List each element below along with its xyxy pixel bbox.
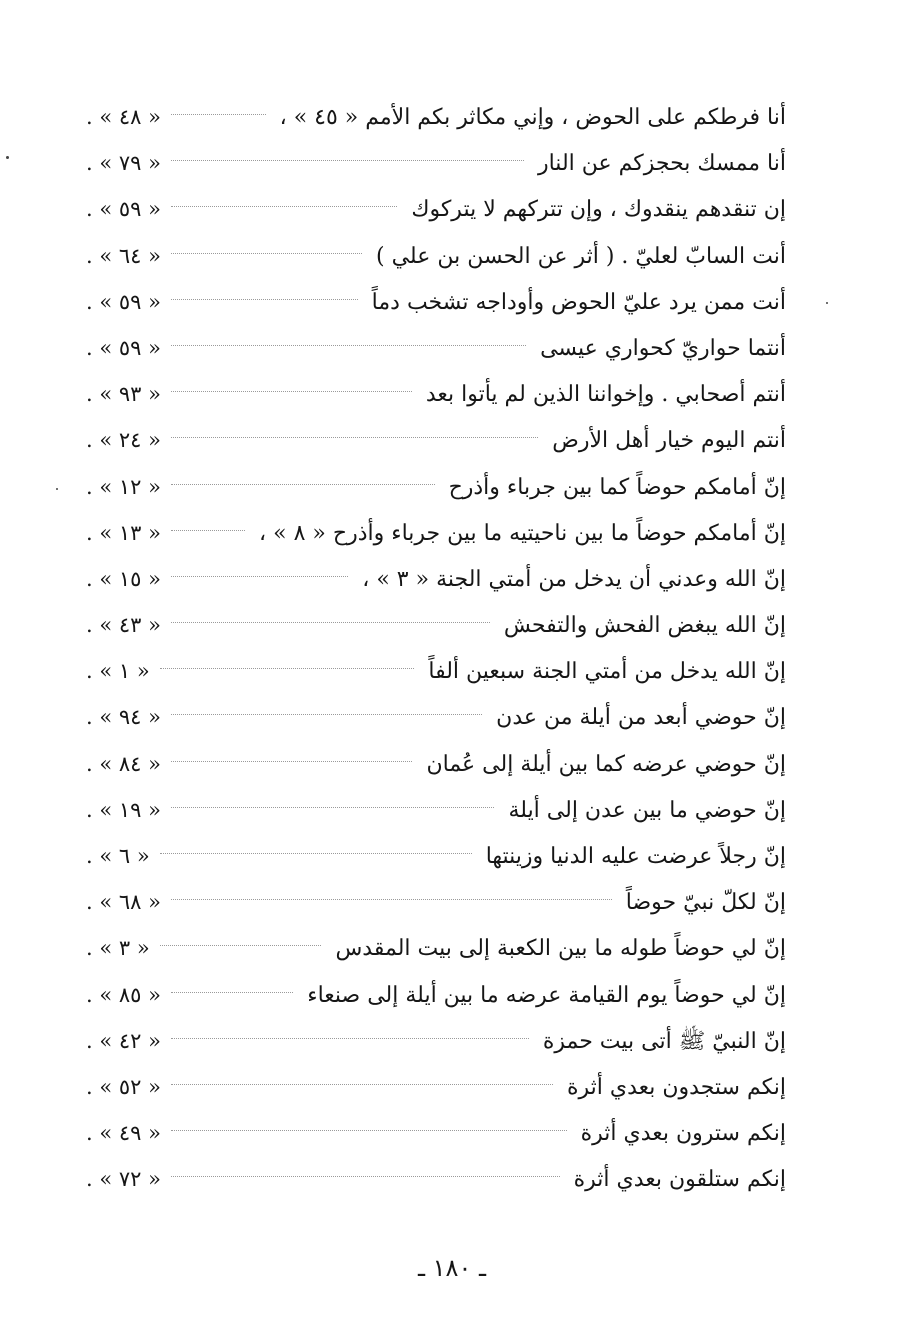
hadith-text: أنتما حواريّ كحواري عيسى: [540, 335, 786, 361]
page-reference: « ٦٨ » .: [86, 890, 161, 915]
dot-leader: [171, 714, 482, 715]
hadith-text: إنّ حوضي عرضه كما بين أيلة إلى عُمان: [426, 751, 786, 777]
dot-leader: [171, 345, 526, 346]
dot-leader: [171, 1084, 553, 1085]
hadith-text: أنت السابّ لعليّ . ( أثر عن الحسن بن علي ): [376, 243, 786, 269]
hadith-text: إنّ لي حوضاً طوله ما بين الكعبة إلى بيت المقدس: [335, 936, 786, 962]
hadith-text: إنّ لكلّ نبيّ حوضاً: [625, 890, 786, 916]
dot-leader: [171, 484, 435, 485]
index-row: [86, 556, 786, 602]
page-reference: « ٢٤ » .: [86, 428, 161, 453]
index-row: [86, 833, 786, 879]
hadith-text: إنّ أمامكم حوضاً كما بين جرباء وأذرح: [448, 474, 786, 500]
dot-leader: [171, 391, 412, 392]
index-row: [86, 464, 786, 510]
hadith-text: إنكم سترون بعدي أثرة: [580, 1121, 786, 1147]
index-row: [86, 1064, 786, 1110]
page-reference: « ٤٩ » .: [86, 1121, 161, 1146]
page-reference: « ١٢ » .: [86, 474, 161, 499]
dot-leader: [160, 945, 322, 946]
index-row: [86, 417, 786, 463]
hadith-text: أنا ممسك بحجزكم عن النار: [537, 151, 786, 177]
index-row: [86, 1156, 786, 1202]
index-row: [86, 1110, 786, 1156]
hadith-text: إنّ أمامكم حوضاً ما بين ناحيتيه ما بين جرباء وأذرح « ٨ » ،: [259, 520, 786, 546]
dot-leader: [171, 807, 495, 808]
page-reference: « ٧٩ » .: [86, 151, 161, 176]
hadith-text: أنتم اليوم خيار أهل الأرض: [552, 428, 786, 454]
dot-leader: [171, 1176, 560, 1177]
page-reference: « ٧٢ » .: [86, 1167, 161, 1192]
scan-speck: [56, 488, 58, 490]
page-reference: « ٥٩ » .: [86, 197, 161, 222]
dot-leader: [171, 160, 524, 161]
dot-leader: [171, 992, 293, 993]
hadith-text: إنّ النبيّ ﷺ أتى بيت حمزة: [542, 1028, 786, 1054]
page-reference: « ٣ » .: [86, 936, 150, 961]
hadith-text: إنّ حوضي أبعد من أيلة من عدن: [496, 705, 786, 731]
scan-speck: [6, 156, 9, 159]
page-number: ـ ١٨٠ ـ: [417, 1254, 486, 1282]
dot-leader: [171, 1130, 567, 1131]
hadith-text: إنّ الله وعدني أن يدخل من أمتي الجنة « ٣ » ،: [362, 566, 786, 592]
dot-leader: [171, 899, 612, 900]
index-row: [86, 186, 786, 232]
index-row: [86, 879, 786, 925]
hadith-text: أنت ممن يرد عليّ الحوض وأوداجه تشخب دماً: [371, 289, 786, 315]
index-row: [86, 925, 786, 971]
page-reference: « ٨٤ » .: [86, 751, 161, 776]
page-reference: « ٥٩ » .: [86, 289, 161, 314]
scan-speck: [826, 302, 828, 304]
dot-leader: [171, 206, 397, 207]
hadith-text: إنكم ستلقون بعدي أثرة: [573, 1167, 786, 1193]
dot-leader: [171, 530, 245, 531]
index-row: [86, 371, 786, 417]
hadith-text: إن تنقدهم ينقدوك ، وإن تتركهم لا يتركوك: [411, 197, 786, 223]
page-reference: « ٤٨ » .: [86, 105, 161, 129]
index-row: [86, 279, 786, 325]
page-reference: « ٤٢ » .: [86, 1028, 161, 1053]
dot-leader: [171, 576, 348, 577]
hadith-text: أنتم أصحابي . وإخواننا الذين لم يأتوا بعد: [425, 382, 786, 408]
hadith-text: إنّ رجلاً عرضت عليه الدنيا وزينتها: [485, 844, 786, 869]
index-row: [86, 94, 786, 140]
dot-leader: [171, 761, 413, 762]
page-reference: « ٦ » .: [86, 844, 150, 868]
dot-leader: [171, 1038, 529, 1039]
dot-leader: [171, 299, 358, 300]
page-reference: « ١٣ » .: [86, 520, 161, 545]
dot-leader: [171, 622, 490, 623]
index-row: [86, 1018, 786, 1064]
index-row: [86, 787, 786, 833]
page-reference: « ٥٢ » .: [86, 1074, 161, 1099]
dot-leader: [171, 114, 266, 115]
index-row: [86, 140, 786, 186]
dot-leader: [160, 668, 415, 669]
index-row: [86, 602, 786, 648]
hadith-text: إنّ لي حوضاً يوم القيامة عرضه ما بين أيلة إلى صنعاء: [307, 982, 786, 1008]
index-row: [86, 648, 786, 694]
page-reference: « ١٩ » .: [86, 797, 161, 822]
page-reference: « ٥٩ » .: [86, 335, 161, 360]
dot-leader: [160, 853, 472, 854]
page-reference: « ٦٤ » .: [86, 243, 161, 268]
index-row: [86, 741, 786, 787]
hadith-text: إنّ الله يدخل من أمتي الجنة سبعين ألفاً: [428, 659, 786, 685]
hadith-text: أنا فرطكم على الحوض ، وإني مكاثر بكم الأمم « ٤٥ » ،: [279, 105, 786, 130]
page-reference: « ٨٥ » .: [86, 982, 161, 1007]
hadith-text: إنّ الله يبغض الفحش والتفحش: [503, 613, 786, 639]
index-row: [86, 510, 786, 556]
page-reference: « ٤٣ » .: [86, 613, 161, 638]
dot-leader: [171, 253, 362, 254]
page-reference: « ٩٤ » .: [86, 705, 161, 730]
hadith-index-list: [86, 94, 786, 1203]
dot-leader: [171, 437, 538, 438]
hadith-text: إنكم ستجدون بعدي أثرة: [566, 1074, 786, 1100]
index-row: [86, 972, 786, 1018]
index-row: [86, 325, 786, 371]
index-row: [86, 694, 786, 740]
hadith-text: إنّ حوضي ما بين عدن إلى أيلة: [508, 797, 786, 823]
page-reference: « ٩٣ » .: [86, 382, 161, 407]
page-reference: « ١ » .: [86, 659, 150, 684]
page-reference: « ١٥ » .: [86, 566, 161, 591]
index-row: [86, 233, 786, 279]
